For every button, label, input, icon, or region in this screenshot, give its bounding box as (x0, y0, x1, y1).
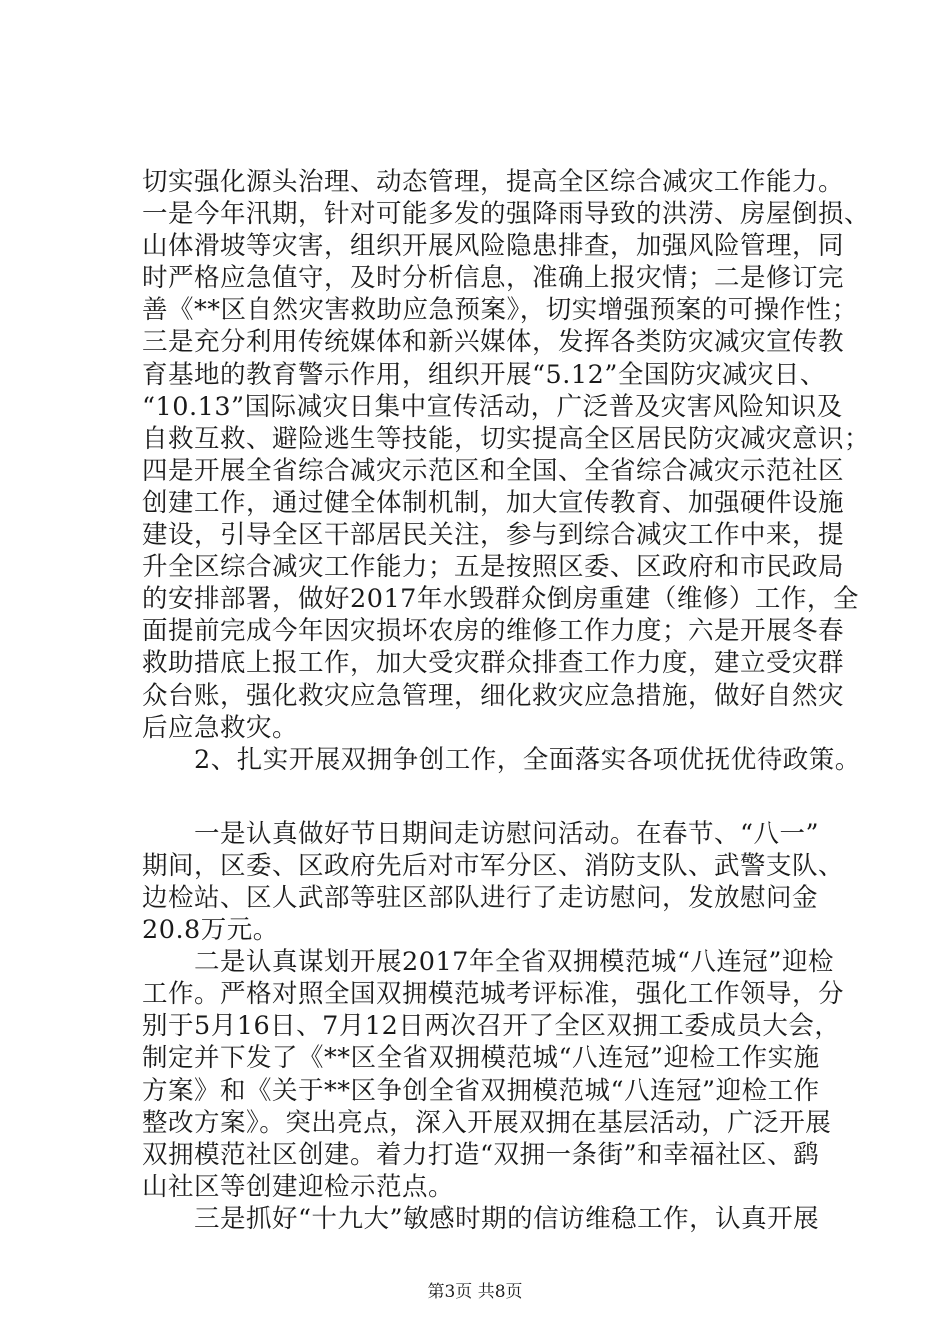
text-line: 工作。严格对照全国双拥模范城考评标准，强化工作领导，分 (142, 979, 845, 1010)
document-body (142, 166, 871, 1235)
text-line: 双拥模范社区创建。着力打造“双拥一条街”和幸福社区、鹞 (142, 1139, 820, 1170)
text-line: 育基地的教育警示作用，组织开展“5.12”全国防灾减灾日、 (142, 359, 826, 390)
text-line: 边检站、区人武部等驻区部队进行了走访慰问，发放慰问金 (142, 882, 819, 913)
text-line: 制定并下发了《**区全省双拥模范城“八连冠”迎检工作实施 (142, 1043, 820, 1074)
text-line: 整改方案》。突出亮点，深入开展双拥在基层活动，广泛开展 (142, 1107, 832, 1138)
text-line: “10.13”国际减灾日集中宣传活动，广泛普及灾害风险知识及 (142, 391, 843, 422)
paragraph-gap (142, 776, 842, 818)
text-line: 山体滑坡等灾害，组织开展风险隐患排查，加强风险管理，同 (142, 231, 845, 262)
text-line: 山社区等创建迎检示范点。 (142, 1171, 455, 1202)
text-line: 二是认真谋划开展2017年全省双拥模范城“八连冠”迎检 (142, 947, 834, 978)
text-line: 一是今年汛期，针对可能多发的强降雨导致的洪涝、房屋倒损、 (142, 199, 871, 230)
text-line: 升全区综合减灾工作能力；五是按照区委、区政府和市民政局 (142, 552, 845, 583)
text-line: 救助措底上报工作，加大受灾群众排查工作力度，建立受灾群 (142, 648, 845, 679)
text-line: 方案》和《关于**区争创全省双拥模范城“八连冠”迎检工作 (142, 1075, 820, 1106)
text-line: 自救互救、避险逃生等技能，切实提高全区居民防灾减灾意识； (142, 423, 871, 454)
text-line: 建设，引导全区干部居民关注，参与到综合减灾工作中来，提 (142, 520, 845, 551)
text-line: 切实强化源头治理、动态管理，提高全区综合减灾工作能力。 (142, 167, 845, 197)
text-line: 期间，区委、区政府先后对市军分区、消防支队、武警支队、 (142, 850, 845, 881)
text-line: 的安排部署，做好2017年水毁群众倒房重建（维修）工作，全 (142, 584, 859, 615)
text-line: 三是抓好“十九大”敏感时期的信访维稳工作，认真开展 (142, 1203, 820, 1234)
paragraph-block-2 (142, 818, 845, 1235)
text-line: 众台账，强化救灾应急管理，细化救灾应急措施，做好自然灾 (142, 680, 845, 711)
text-line: 面提前完成今年因灾损坏农房的维修工作力度；六是开展冬春 (142, 616, 845, 647)
text-line: 善《**区自然灾害救助应急预案》，切实增强预案的可操作性； (142, 295, 858, 326)
text-line: 20.8万元。 (142, 915, 279, 946)
text-line: 创建工作，通过健全体制机制，加大宣传教育、加强硬件设施 (142, 487, 845, 518)
paragraph-block-1 (142, 166, 871, 776)
page-footer (0, 1277, 950, 1302)
text-line: 别于5月16日、7月12日两次召开了全区双拥工委成员大会， (142, 1011, 841, 1042)
page-number: 第3页 共8页 (427, 1282, 523, 1302)
text-line: 一是认真做好节日期间走访慰问活动。在春节、“八一” (142, 818, 820, 849)
text-line: 三是充分利用传统媒体和新兴媒体，发挥各类防灾减灾宣传教 (142, 327, 845, 358)
section-heading: 2、扎实开展双拥争创工作，全面落实各项优抚优待政策。 (142, 744, 861, 775)
text-line: 后应急救灾。 (142, 712, 299, 743)
text-line: 四是开展全省综合减灾示范区和全国、全省综合减灾示范社区 (142, 455, 845, 486)
text-line: 时严格应急值守，及时分析信息，准确上报灾情；二是修订完 (142, 263, 845, 294)
